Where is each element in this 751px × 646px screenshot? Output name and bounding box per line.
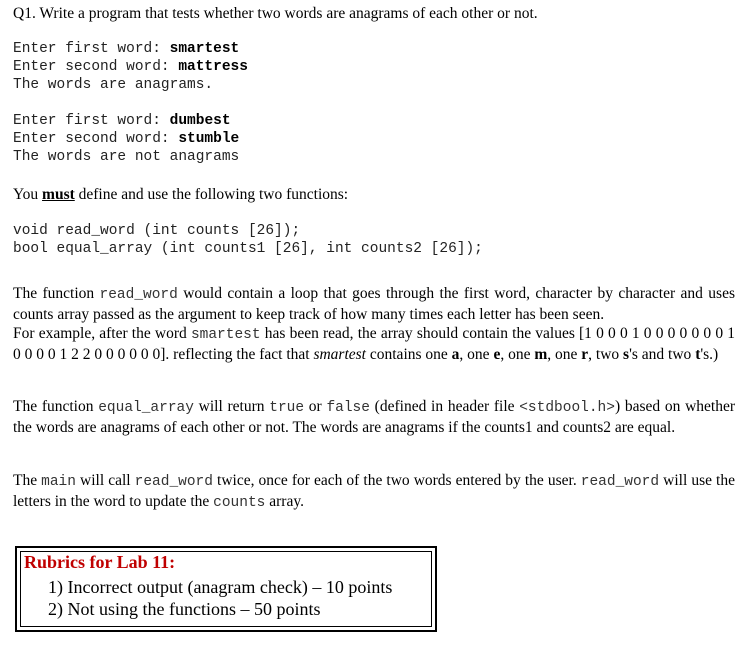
rubric-item-1: 1) Incorrect output (anagram check) – 10 points (48, 577, 393, 597)
text: 's and two (629, 346, 696, 363)
rubric-item-2: 2) Not using the functions – 50 points (48, 599, 321, 619)
prototype-equal-array: bool equal_array (int counts1 [26], int counts2 [26]); (13, 241, 483, 257)
paragraph-read-word (13, 284, 735, 364)
text: For example, after the word (13, 325, 191, 342)
text: 's.) (700, 346, 719, 363)
prototype-read-word: void read_word (int counts [26]); (13, 223, 301, 239)
text: The function (13, 398, 99, 415)
paragraph-main (13, 471, 735, 513)
example-1-word-1: smartest (169, 41, 240, 57)
code-read-word: read_word (134, 474, 213, 490)
text: , one (547, 346, 582, 363)
example-1-word-2: mattress (178, 59, 248, 75)
example-1-result: The words are anagrams. (13, 77, 214, 93)
text: will use the letters in the word to update the (13, 472, 735, 510)
letter-t: t (695, 346, 701, 363)
text: , one (500, 346, 535, 363)
text: The function (13, 285, 100, 302)
text: twice, once for each of the two words entered by the user. (212, 472, 581, 489)
code-false: false (326, 400, 370, 416)
code-true: true (269, 400, 305, 416)
letter-a: a (451, 346, 460, 363)
example-2-word-2: stumble (178, 131, 240, 147)
function-prototypes (13, 222, 483, 258)
text: would contain a loop that goes through the first word, character by character and uses counts array passed as the argument to keep track of how many times each letter has been seen. (13, 285, 735, 323)
letter-e: e (493, 346, 501, 363)
code-counts: counts (213, 495, 266, 511)
example-1 (13, 40, 248, 94)
example-1-prompt-1: Enter first word: (13, 41, 170, 57)
code-smartest: smartest (190, 327, 261, 343)
text: contains one (366, 346, 452, 363)
code-read-word: read_word (580, 474, 660, 490)
requirement-after: define and use the following two functions: (74, 186, 349, 203)
example-1-prompt-2: Enter second word: (13, 59, 179, 75)
example-2-prompt-2: Enter second word: (13, 131, 179, 147)
question-title: Q1. Write a program that tests whether two words are anagrams of each other or not. (13, 5, 538, 22)
text: (defined in header file (369, 398, 520, 415)
letter-r: r (581, 346, 589, 363)
letter-s: s (623, 346, 630, 363)
code-main: main (41, 474, 76, 490)
requirement-must: must (42, 186, 75, 203)
rubrics-box (15, 546, 437, 632)
example-2-prompt-1: Enter first word: (13, 113, 170, 129)
text: or (304, 398, 327, 415)
text: , one (459, 346, 494, 363)
code-read-word: read_word (99, 287, 178, 303)
example-2 (13, 112, 239, 166)
requirement-before: You (13, 186, 43, 203)
letter-m: m (534, 346, 548, 363)
text: has been read, the array should contain the values [1 0 0 0 1 0 0 0 0 0 0 0 1 0 0 0 0 1 2 2 0 0 0 0 0 0]. reflecting the fact that (13, 325, 735, 363)
text: will call (75, 472, 135, 489)
example-2-word-1: dumbest (169, 113, 231, 129)
example-2-result: The words are not anagrams (13, 149, 240, 165)
text: array. (265, 493, 304, 510)
text: ) based on whether the words are anagrams of each other or not. The words are anagrams if the counts1 and counts2 are equal. (13, 398, 736, 436)
requirement-text (13, 185, 735, 204)
paragraph-equal-array (13, 397, 735, 437)
code-header: <stdbool.h> (519, 400, 615, 416)
code-equal-array: equal_array (98, 400, 194, 416)
text: , two (588, 346, 624, 363)
text: The (13, 472, 42, 489)
rubrics-title: Rubrics for Lab 11: (24, 552, 176, 572)
italic-smartest: smartest (313, 346, 366, 363)
text: will return (193, 398, 270, 415)
